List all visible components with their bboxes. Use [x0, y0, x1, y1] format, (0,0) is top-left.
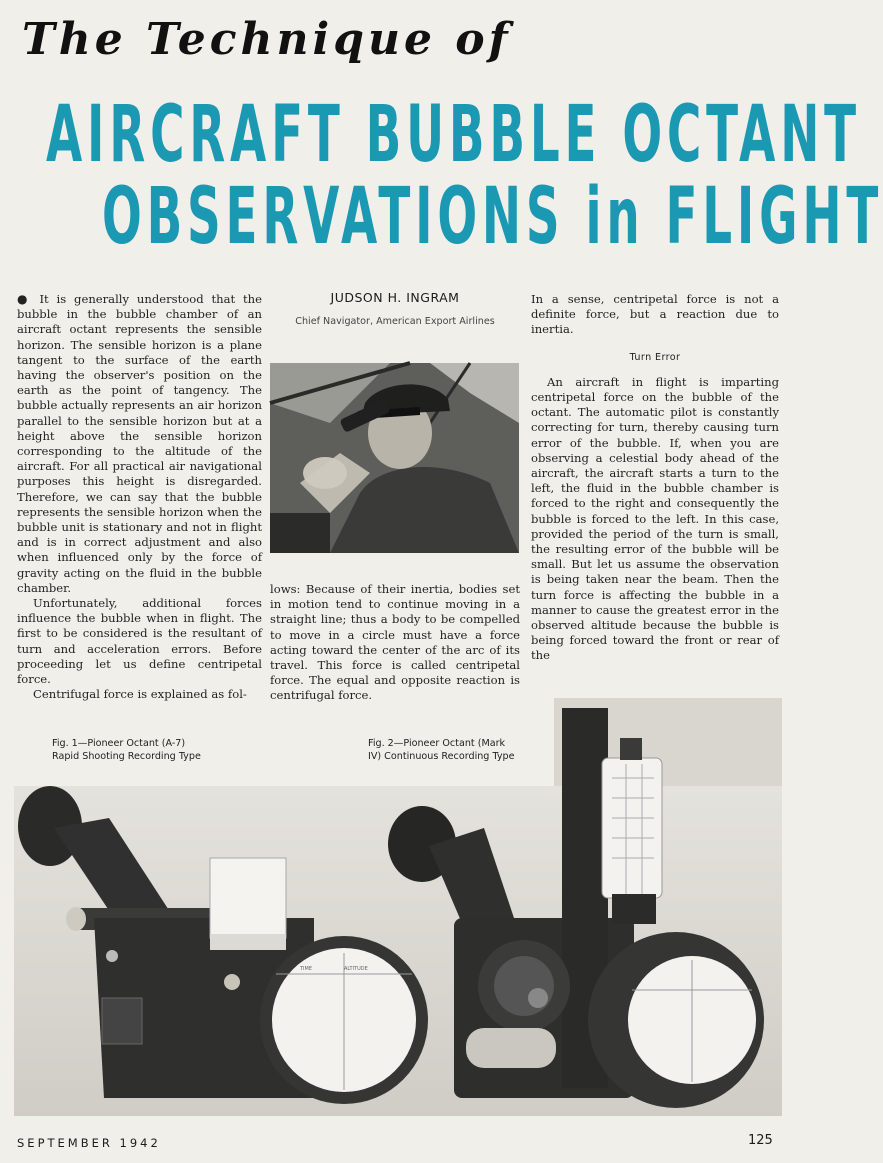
navigator-photo-illustration [270, 363, 519, 553]
paragraph: An aircraft in flight is imparting centripetal force on the bubble of the octant. The automatic pilot is constantly correcting for turn, thereby causing turn error of the bubble. If, when you are observing a celestial body ahead of the aircraft, the aircraft starts a turn to the left, the fluid in the bubble chamber is forced to the right and consequently the bubble is forced to the left. In this case, provided the period of the turn is small, the resulting error of the bubble will be small. But let us assume the observation is being taken near the beam. Then the turn force is affecting the bubble in a manner to cause the greatest error in the observed altitude because the bubble is being forced toward the front or rear of the [531, 374, 779, 663]
issue-date: SEPTEMBER 1942 [17, 1136, 161, 1150]
paragraph: In a sense, centripetal force is not a definite force, but a reaction due to inertia. [531, 292, 779, 337]
caption-line: Fig. 2—Pioneer Octant (Mark [368, 738, 506, 749]
article-column-3 [531, 292, 779, 664]
section-heading: Turn Error [629, 351, 681, 363]
paragraph [17, 292, 262, 596]
paragraph: lows: Because of their inertia, bodies set in motion tend to continue moving in a straight line; thus a body to be compelled to move in a circle must have a force acting toward the center of the arc of its travel. This force is called centripetal force. The equal and opposite reaction is centrifugal force. [270, 582, 520, 703]
caption-line: IV) Continuous Recording Type [368, 751, 515, 762]
page-number: 125 [748, 1133, 773, 1148]
dial-label-altitude: ALTITUDE [344, 966, 368, 972]
caption-line: Rapid Shooting Recording Type [52, 751, 201, 762]
author-affiliation: Chief Navigator, American Export Airlines [295, 316, 495, 327]
article-column-1 [17, 292, 262, 702]
navigator-photo [270, 363, 519, 553]
article-kicker: The Technique of [22, 14, 512, 65]
article-column-2 [270, 582, 520, 704]
paragraph: Centrifugal force is explained as fol- [33, 687, 247, 702]
headline-line-2: OBSERVATIONS in FLIGHT [102, 172, 883, 262]
octant-illustration [14, 698, 782, 1116]
dial-label-time: TIME [300, 966, 313, 972]
bullet-icon: ● [17, 292, 32, 306]
caption-line: Fig. 1—Pioneer Octant (A-7) [52, 738, 186, 749]
author-name: JUDSON H. INGRAM [330, 290, 460, 305]
headline-line-1: AIRCRAFT BUBBLE OCTANT [46, 90, 861, 180]
paragraph-text: It is generally understood that the bubble in the bubble chamber of an aircraft octant represents the sensible horizon. The sensible horizon is a plane tangent to the surface of the earth having the observer's position on the earth as the point of tangency. The bubble actually represents an air horizon parallel to the sensible horizon but at a height above the sensible horizon corresponding to the altitude of the aircraft. For all practical air navigational purposes this height is disregarded. Therefore, we can say that the bubble represents the sensible horizon when the bubble unit is stationary and not in flight and is in correct adjustment and also when influenced only by the force of gravity acting on the fluid in the bubble chamber. [17, 292, 262, 595]
octant-instruments-photo [14, 698, 782, 1116]
paragraph: Unfortunately, additional forces influence the bubble when in flight. The first to be considered is the resultant of turn and acceleration errors. Before proceeding let us define centripetal force. [17, 596, 262, 687]
